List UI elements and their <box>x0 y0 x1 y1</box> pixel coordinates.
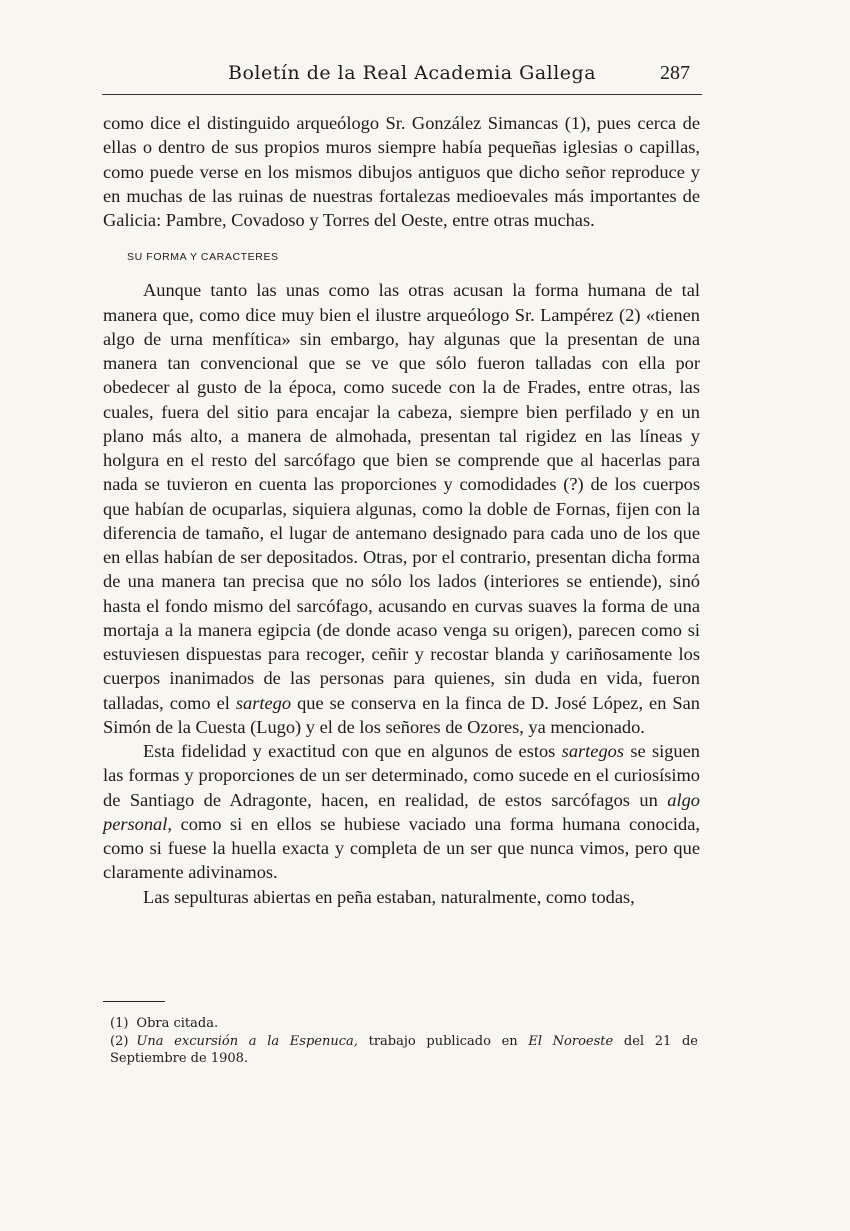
paragraph: Aunque tanto las unas como las otras acusan la forma humana de tal manera que, como dice muy bien el ilustre arqueólogo Sr. Lampérez (2) «tienen algo de urna menfítica» sin embargo, hay algunas que la presentan de una manera tan convencional que se ve que sólo fueron talladas con ella por obedecer al gusto de la época, como sucede con la de Frades, entre otras, las cuales, fuera del sitio para encajar la cabeza, siempre bien perfilado y en un plano más alto, a manera de almohada, presentan tal rigidez en las líneas y holgura en el resto del sarcófago que bien se comprende que al hacerlas para nada se tuvieron en cuenta las proporciones y comodidades (?) de los cuerpos que habían de ocuparlas, siquiera algunas, como la doble de Fornas, fijen con la diferencia de tamaño, el lugar de antemano designado para cada uno de los que en ellas habían de ser depositados. Otras, por el contrario, presentan dicha forma de una manera tan precisa que no sólo los lados (interiores se entiende), sinó hasta el fondo mismo del sarcófago, acusando en curvas suaves la forma de una mortaja a la manera egipcia (de donde acaso venga su origen), parecen como si estuviesen dispuestas para recoger, ceñir y recostar blanda y cariñosamente los cuerpos inanimados de las personas para quienes, sin duda en vida, fueron talladas, como el sartego que se conserva en la finca de D. José López, en San Simón de la Cuesta (Lugo) y el de los señores de Ozores, ya mencionado. <box>103 280 700 737</box>
paragraph: como dice el distinguido arqueólogo Sr. González Simancas (1), pues cerca de ellas o dentro de sus propios muros siempre había pequeñas iglesias o capillas, como puede verse en los mismos dibujos antiguos que dicho señor reproduce y en muchas de las ruinas de nuestras fortalezas medioevales más importantes de Galicia: Pambre, Covadoso y Torres del Oeste, entre otras muchas. <box>103 113 700 230</box>
paragraph: Las sepulturas abiertas en peña estaban, naturalmente, como todas, <box>143 886 635 907</box>
footnotes <box>110 1015 698 1068</box>
footnote: (2) Una excursión a la Espenuca, trabajo publicado en El Noroeste del 21 de Septiembre de 1908. <box>110 1033 698 1066</box>
footnote-divider <box>103 1001 165 1002</box>
section-title: SU FORMA Y CARACTERES <box>127 251 279 264</box>
page-number: 287 <box>660 62 690 84</box>
footnote: (1) Obra citada. <box>110 1016 219 1031</box>
running-header <box>102 58 702 95</box>
header-title: Boletín de la Real Academia Gallega <box>228 62 597 84</box>
body-text <box>103 111 700 909</box>
paragraph: Esta fidelidad y exactitud con que en algunos de estos sartegos se siguen las formas y proporciones de un ser determinado, como sucede en el curiosísimo de Santiago de Adragonte, hacen, en realidad, de estos sarcófagos un algo personal, como si en ellos se hubiese vaciado una forma humana conocida, como si fuese la huella exacta y completa de un ser que nunca vimos, pero que claramente adivinamos. <box>103 741 700 883</box>
